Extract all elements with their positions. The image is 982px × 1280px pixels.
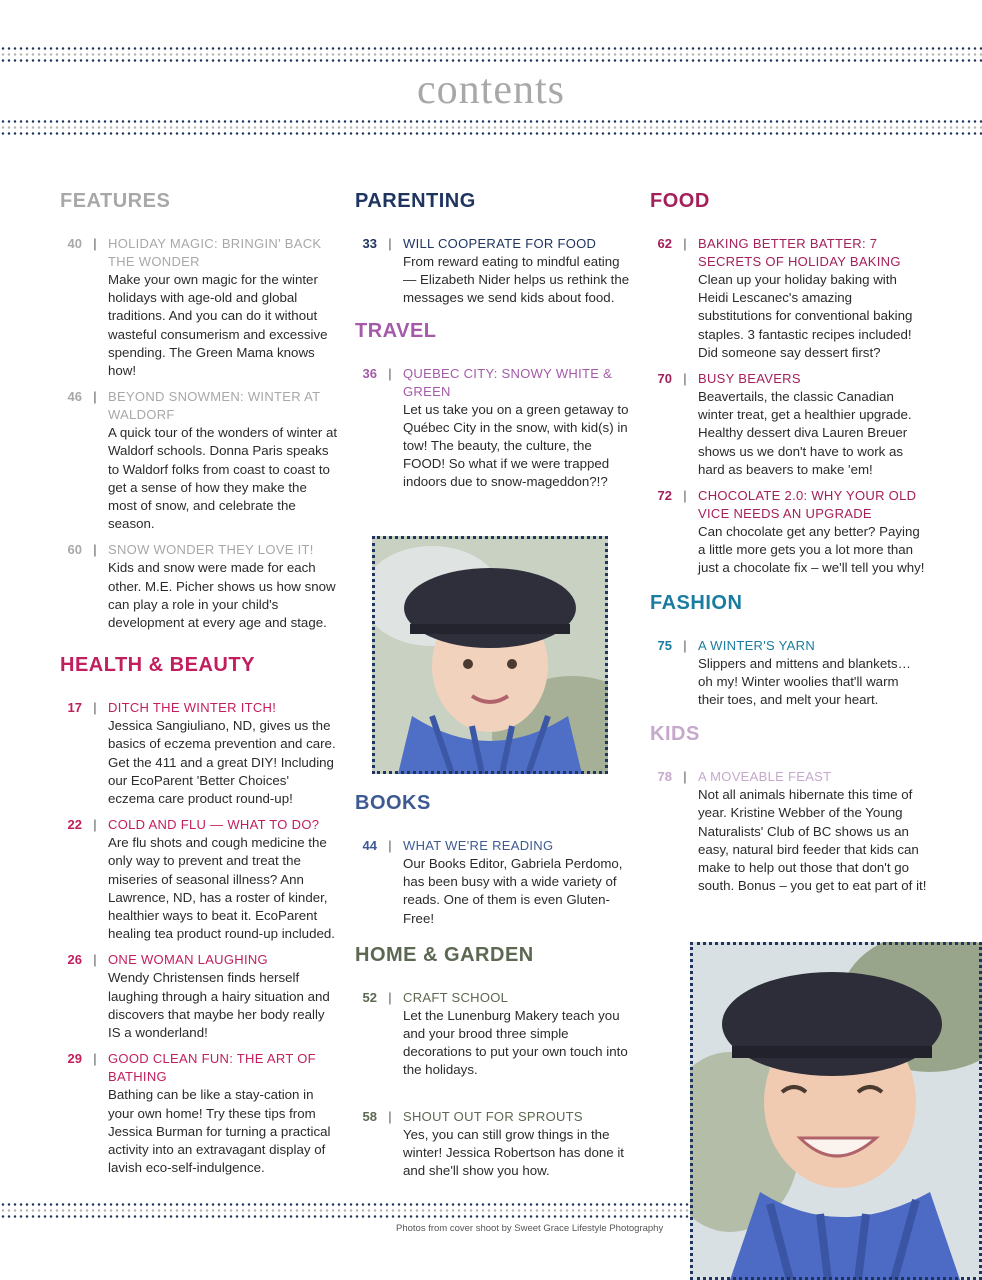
- entry-text: [403, 235, 633, 308]
- entry-text: [698, 370, 928, 479]
- page-number: 22: [67, 817, 82, 833]
- section-fashion: [650, 592, 928, 710]
- title-dots-3: [0, 132, 982, 135]
- entry-title[interactable]: GOOD CLEAN FUN: THE ART OF BATHING: [108, 1051, 316, 1085]
- entry-text: [403, 365, 633, 492]
- toc-entry[interactable]: [355, 837, 633, 928]
- entry-text: [108, 816, 338, 943]
- entry-list: [650, 637, 928, 710]
- page-number: 44: [362, 838, 377, 853]
- entry-text: [108, 235, 338, 380]
- page-number: 78: [657, 769, 672, 785]
- toc-entry[interactable]: [650, 637, 928, 710]
- entry-text: [108, 699, 338, 808]
- entry-description: Are flu shots and cough medicine the only way to prevent and treat the miseries of seasonal illness? Ann Lawrence, ND, has a roster of kinder, healthier ways to beat it. EcoParent healing tea product round-up included.: [108, 835, 335, 942]
- separator: |: [683, 637, 687, 653]
- entry-description: Our Books Editor, Gabriela Perdomo, has been busy with a wide variety of reads. One of them is even Gluten-Free!: [403, 856, 623, 926]
- separator: |: [388, 365, 392, 381]
- page-number: 60: [67, 542, 82, 558]
- separator: |: [93, 700, 97, 716]
- section-food: [650, 190, 928, 578]
- entry-title[interactable]: BEYOND SNOWMEN: WINTER AT WALDORF: [108, 389, 321, 423]
- page-number: 40: [67, 236, 82, 251]
- section-heading: FASHION: [650, 591, 743, 614]
- entry-description: Kids and snow were made for each other. M.E. Picher shows us how snow can play a role in your child's development at every age and stage.: [108, 560, 336, 631]
- photo-border: [690, 942, 982, 1280]
- entry-title[interactable]: BAKING BETTER BATTER: 7 SECRETS OF HOLIDAY BAKING: [698, 236, 901, 269]
- page-number: 46: [67, 389, 82, 405]
- bottom-dots-3: [0, 1215, 690, 1218]
- section-heading: HOME & GARDEN: [355, 943, 534, 966]
- toc-entry[interactable]: [60, 1050, 338, 1177]
- entry-description: Make your own magic for the winter holidays with age-old and global traditions. And you can do it without wasteful consumerism and excessive spending. The Green Mama knows how!: [108, 272, 328, 379]
- page-number: 62: [657, 236, 672, 251]
- entry-description: A quick tour of the wonders of winter at Waldorf schools. Donna Paris speaks to Waldorf folks from coast to coast to get a sense of how they make the most of snow, and celebrate the season.: [108, 425, 338, 532]
- entry-title[interactable]: DITCH THE WINTER ITCH!: [108, 700, 277, 716]
- section-heading: FOOD: [650, 190, 710, 212]
- entry-text: [698, 487, 928, 578]
- entry-title[interactable]: A MOVEABLE FEAST: [698, 769, 832, 785]
- photo-girl-beret-small: [372, 536, 608, 774]
- page-number: 70: [657, 371, 672, 387]
- section-parenting: [355, 190, 633, 308]
- title-dots-1: [0, 120, 982, 123]
- toc-entry[interactable]: [355, 989, 633, 1080]
- entry-description: Wendy Christensen finds herself laughing through a hairy situation and discovers that maybe her body really IS a wonderland!: [108, 970, 330, 1041]
- toc-entry[interactable]: [60, 699, 338, 808]
- section-home-garden: [355, 944, 633, 1180]
- entry-text: [698, 637, 928, 710]
- entry-description: From reward eating to mindful eating — Elizabeth Nider helps us rethink the messages we send kids about food.: [403, 254, 630, 306]
- separator: |: [388, 838, 392, 853]
- section-heading: TRAVEL: [355, 319, 437, 342]
- entry-list: [60, 235, 338, 632]
- page-number: 52: [362, 989, 377, 1005]
- section-health-beauty: [60, 654, 338, 1177]
- middle-column: [355, 190, 633, 500]
- top-dots-1: [0, 47, 982, 50]
- separator: |: [683, 236, 687, 251]
- photo-credit: Photos from cover shoot by Sweet Grace Lifestyle Photography: [396, 1223, 664, 1234]
- entry-title[interactable]: WILL COOPERATE FOR FOOD: [403, 236, 597, 251]
- entry-text: [108, 1050, 338, 1177]
- entry-title[interactable]: WHAT WE'RE READING: [403, 838, 554, 853]
- separator: |: [93, 236, 97, 251]
- entry-description: Slippers and mittens and blankets… oh my! Winter woolies that'll warm their toes, and melt your heart.: [698, 655, 911, 708]
- toc-entry[interactable]: [650, 768, 928, 895]
- entry-text: [698, 235, 928, 362]
- section-heading: FEATURES: [60, 190, 171, 212]
- entry-description: Yes, you can still grow things in the winter! Jessica Robertson has done it and she'll show you how.: [403, 1126, 624, 1179]
- separator: |: [683, 488, 687, 504]
- toc-entry[interactable]: [650, 235, 928, 362]
- entry-title[interactable]: ONE WOMAN LAUGHING: [108, 952, 268, 968]
- separator: |: [93, 542, 97, 558]
- entry-list: [355, 989, 633, 1180]
- section-features: [60, 190, 338, 632]
- entry-description: Beavertails, the classic Canadian winter treat, get a healthier upgrade. Healthy dessert diva Lauren Breuer shows us we don't have to work as hard as beavers to make 'em!: [698, 389, 912, 477]
- entry-description: Can chocolate get any better? Paying a little more gets you a lot more than just a chocolate fix – we'll tell you why!: [698, 524, 925, 576]
- title-dots-2: [0, 126, 982, 129]
- page-number: 33: [362, 236, 377, 251]
- top-dots-2: [0, 53, 982, 56]
- entry-list: [60, 699, 338, 1177]
- separator: |: [93, 952, 97, 968]
- page-number: 36: [362, 365, 377, 381]
- page-title: contents: [417, 67, 565, 113]
- entry-description: Let us take you on a green getaway to Québec City in the snow, with kid(s) in tow! The beauty, the culture, the FOOD! So what if we were trapped indoors due to snow-mageddon?!?: [403, 401, 629, 490]
- entry-title[interactable]: BUSY BEAVERS: [698, 371, 801, 387]
- page-number: 75: [657, 637, 672, 653]
- page-number: 29: [67, 1051, 82, 1067]
- top-dots-3: [0, 59, 982, 62]
- photo-border: [372, 536, 608, 774]
- entry-text: [108, 388, 338, 533]
- entry-title[interactable]: HOLIDAY MAGIC: BRINGIN' BACK THE WONDER: [108, 236, 322, 269]
- entry-description: Bathing can be like a stay-cation in your own home! Try these tips from Jessica Burman for turning a practical activity into an extravagant display of lavish eco-self-indulgence.: [108, 1087, 331, 1176]
- section-kids: [650, 723, 928, 895]
- page-number: 26: [67, 952, 82, 968]
- section-heading: BOOKS: [355, 792, 431, 814]
- entry-text: [698, 768, 928, 895]
- separator: |: [93, 389, 97, 405]
- toc-entry[interactable]: [60, 388, 338, 533]
- bottom-dots-2: [0, 1209, 690, 1212]
- section-books: [355, 792, 633, 928]
- entry-title[interactable]: COLD AND FLU — WHAT TO DO?: [108, 817, 320, 833]
- toc-entry[interactable]: [60, 235, 338, 380]
- separator: |: [93, 1051, 97, 1067]
- toc-entry[interactable]: [60, 816, 338, 943]
- page-number: 58: [362, 1108, 377, 1124]
- toc-entry[interactable]: [355, 235, 633, 308]
- section-heading: PARENTING: [355, 190, 476, 212]
- toc-entry[interactable]: [60, 541, 338, 632]
- entry-description: Not all animals hibernate this time of year. Kristine Webber of the Young Naturalists' Club of BC shows us an easy, natural bird feeder that kids can make to help out those that don't go south. Bonus – you get to eat part of it!: [698, 787, 927, 894]
- entry-text: [403, 837, 633, 928]
- entry-title[interactable]: CHOCOLATE 2.0: WHY YOUR OLD VICE NEEDS AN UPGRADE: [698, 488, 917, 522]
- section-heading: KIDS: [650, 723, 700, 746]
- entry-description: Let the Lunenburg Makery teach you and your brood three simple decorations to put your own touch into the holidays.: [403, 1007, 628, 1078]
- left-column: [60, 190, 338, 1185]
- entry-text: [403, 1108, 633, 1181]
- photo-girl-beret-large: [690, 942, 982, 1280]
- entry-title[interactable]: A WINTER'S YARN: [698, 637, 816, 653]
- entry-title[interactable]: SNOW WONDER THEY LOVE IT!: [108, 542, 314, 558]
- separator: |: [683, 371, 687, 387]
- toc-entry[interactable]: [355, 365, 633, 492]
- entry-text: [108, 951, 338, 1042]
- entry-list: [355, 837, 633, 928]
- entry-text: [403, 989, 633, 1080]
- page-number: 72: [657, 488, 672, 504]
- toc-entry[interactable]: [650, 487, 928, 578]
- separator: |: [93, 817, 97, 833]
- entry-text: [108, 541, 338, 632]
- entry-title[interactable]: QUEBEC CITY: SNOWY WHITE & GREEN: [403, 365, 613, 399]
- entry-description: Clean up your holiday baking with Heidi Lescanec's amazing substitutions for conventional baking staples. 3 fantastic recipes included! Did someone say dessert first?: [698, 272, 913, 360]
- separator: |: [388, 989, 392, 1005]
- right-column: [650, 190, 928, 903]
- entry-description: Jessica Sangiuliano, ND, gives us the basics of eczema prevention and care. Get the 411 and a great DIY! Including our EcoParent 'Better Choices' eczema care product round-up!: [108, 718, 336, 807]
- bottom-dots-1: [0, 1203, 690, 1206]
- separator: |: [388, 1108, 392, 1124]
- entry-list: [650, 235, 928, 578]
- section-travel: [355, 320, 633, 492]
- page-number: 17: [67, 700, 82, 716]
- entry-title[interactable]: CRAFT SCHOOL: [403, 989, 509, 1005]
- separator: |: [388, 236, 392, 251]
- toc-entry[interactable]: [355, 1108, 633, 1181]
- entry-title[interactable]: SHOUT OUT FOR SPROUTS: [403, 1108, 583, 1124]
- toc-entry[interactable]: [60, 951, 338, 1042]
- entry-list: [650, 768, 928, 895]
- entry-list: [355, 365, 633, 492]
- section-heading: HEALTH & BEAUTY: [60, 654, 255, 677]
- entry-list: [355, 235, 633, 308]
- middle-column-lower: [355, 792, 633, 1188]
- separator: |: [683, 769, 687, 785]
- toc-entry[interactable]: [650, 370, 928, 479]
